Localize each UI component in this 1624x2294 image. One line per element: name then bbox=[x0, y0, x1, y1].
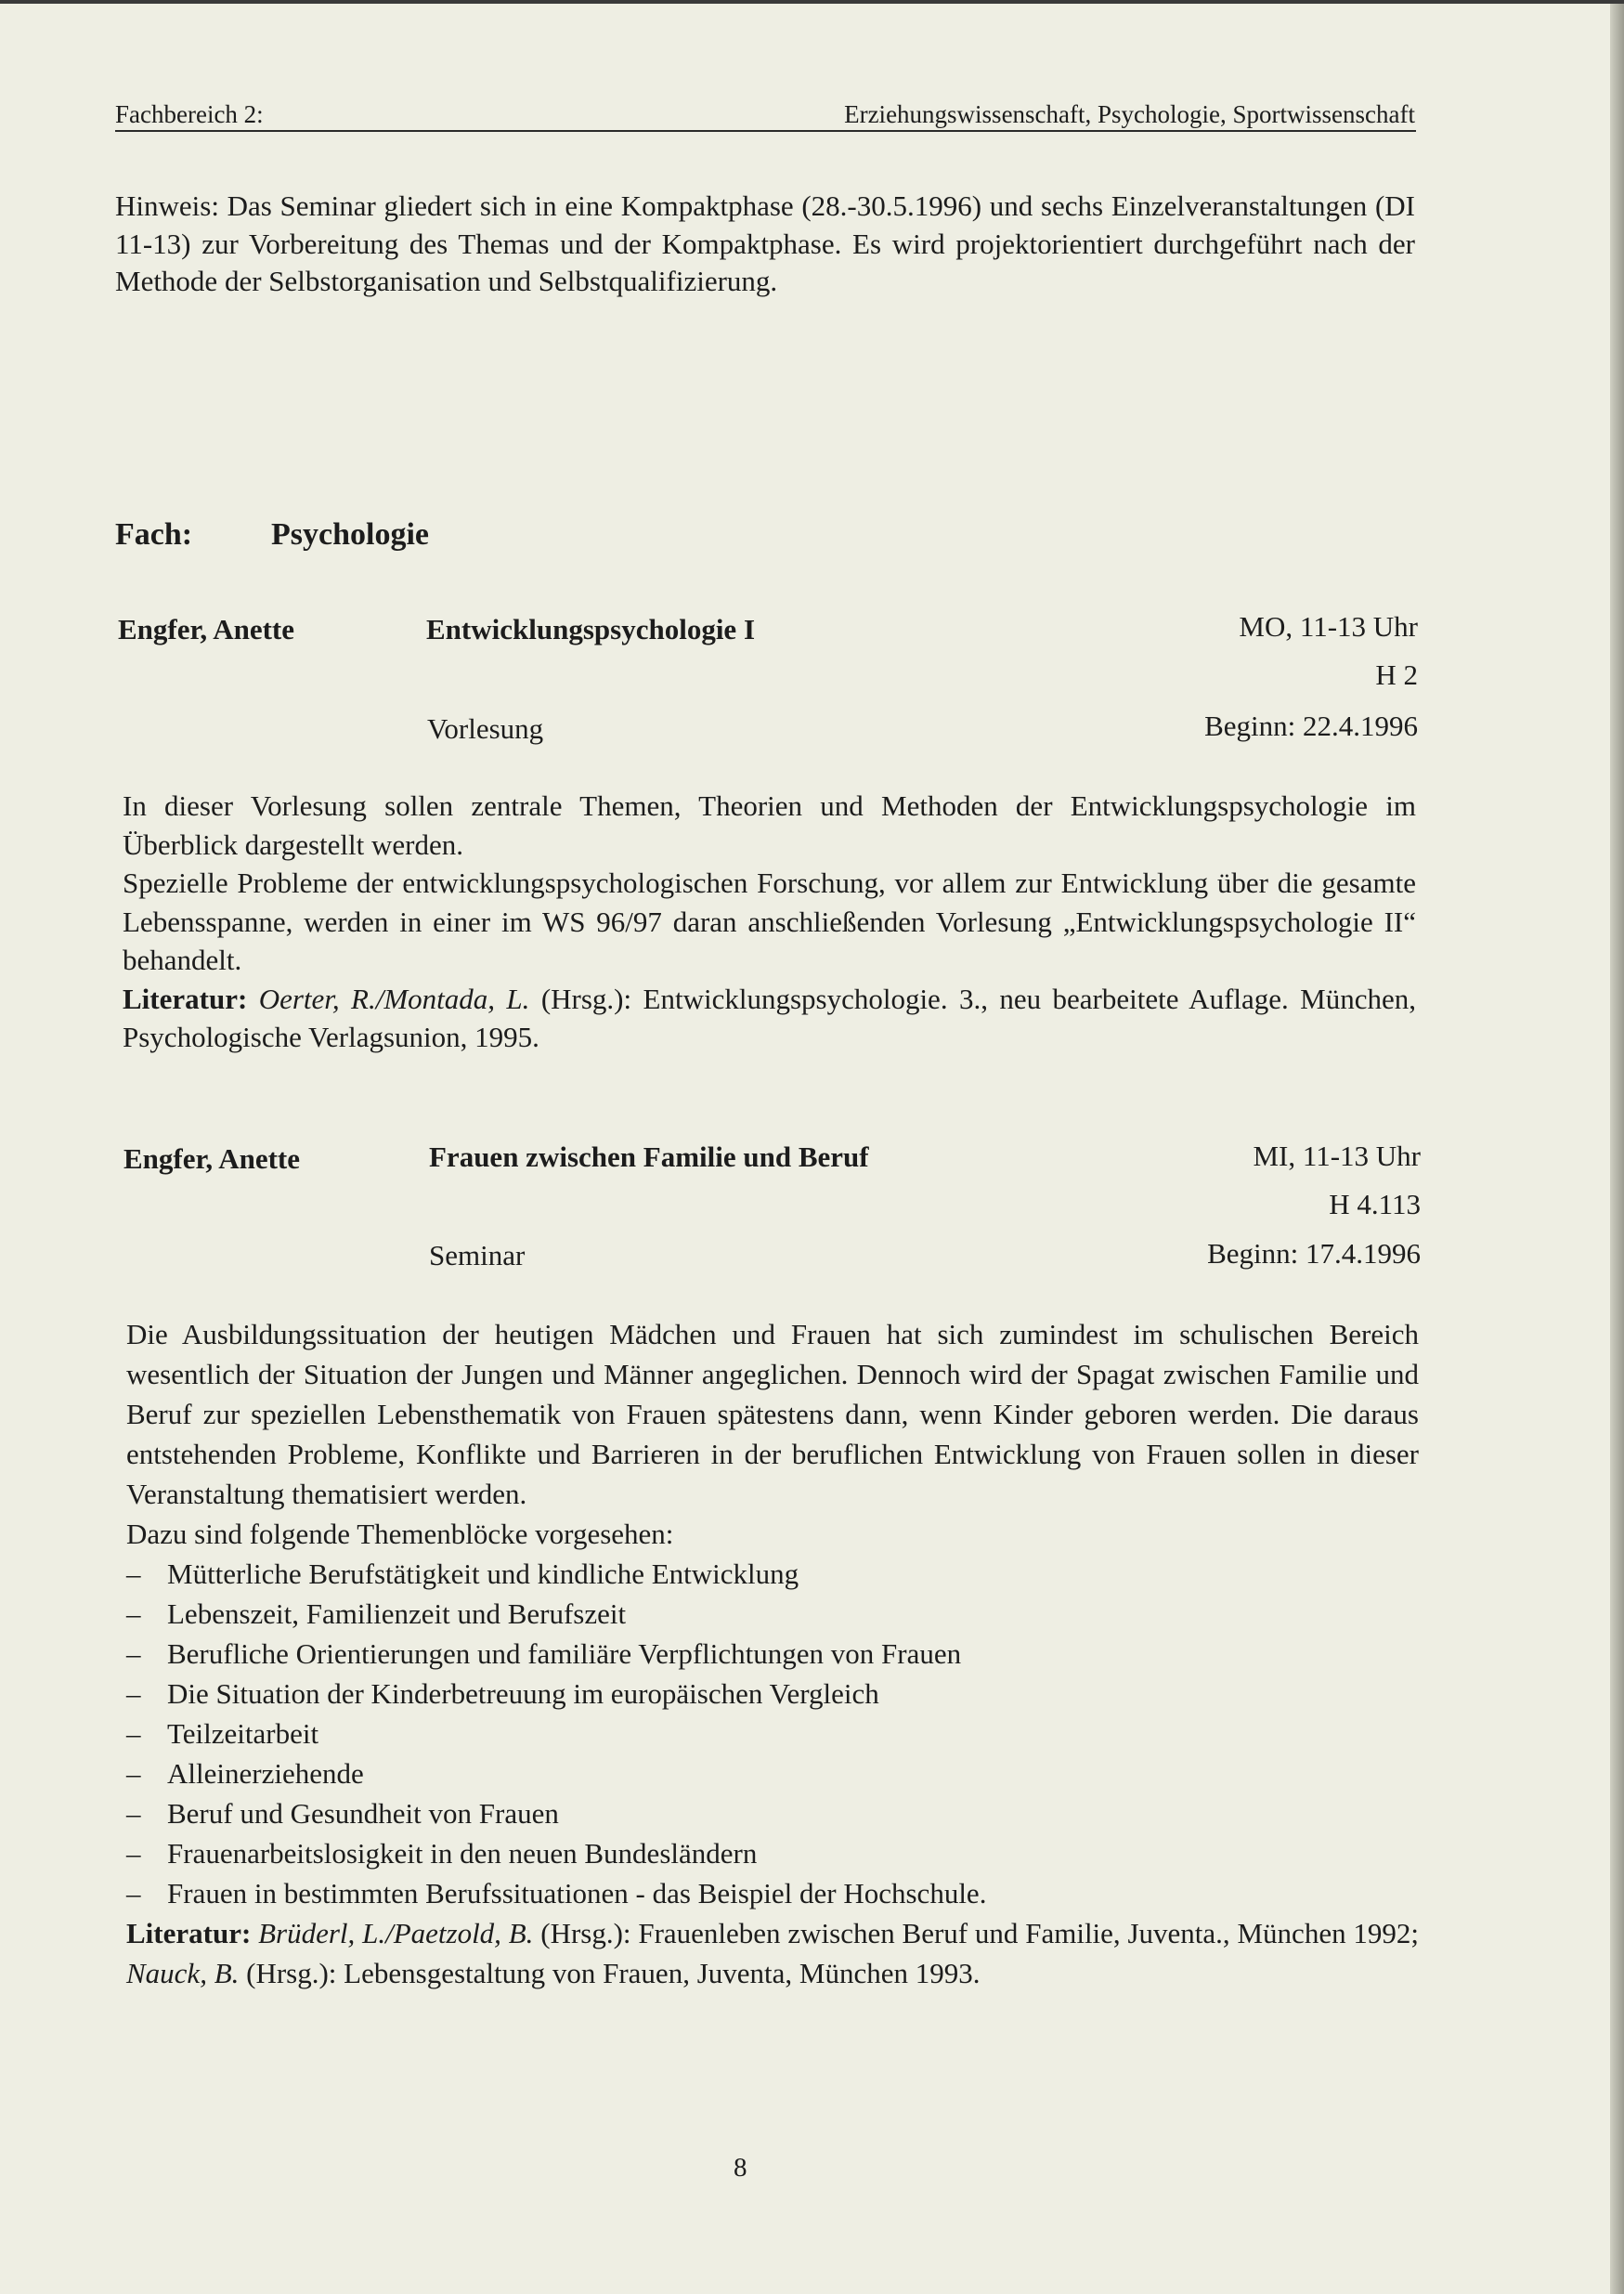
course-2-lecturer: Engfer, Anette bbox=[123, 1142, 300, 1175]
page-number: 8 bbox=[734, 2153, 747, 2183]
course-1-lecturer: Engfer, Anette bbox=[118, 613, 294, 645]
list-item bbox=[126, 1634, 1419, 1674]
list-marker: – bbox=[126, 1757, 141, 1790]
course-2-type: Seminar bbox=[429, 1239, 526, 1271]
list-marker: – bbox=[126, 1597, 141, 1630]
course-2-time: MI, 11-13 Uhr bbox=[1253, 1140, 1421, 1172]
course-2-title: Frauen zwischen Familie und Beruf bbox=[429, 1140, 869, 1173]
fach-label: Fach: bbox=[115, 517, 193, 552]
header-department: Fachbereich 2: bbox=[115, 100, 264, 128]
course-1-description bbox=[123, 787, 1416, 1057]
header-rule bbox=[115, 130, 1416, 132]
list-item bbox=[126, 1873, 1419, 1913]
course-1-type: Vorlesung bbox=[427, 712, 544, 745]
list-marker: – bbox=[126, 1637, 141, 1670]
course-2-literature bbox=[126, 1913, 1419, 1993]
list-item bbox=[126, 1793, 1419, 1833]
fach-value: Psychologie bbox=[271, 517, 429, 552]
literature-label: Literatur: bbox=[123, 982, 248, 1015]
course-1-time: MO, 11-13 Uhr bbox=[1239, 610, 1418, 643]
topic-text: Lebenszeit, Familienzeit und Berufszeit bbox=[167, 1597, 627, 1630]
list-marker: – bbox=[126, 1717, 141, 1750]
list-item bbox=[126, 1674, 1419, 1714]
course-2-description bbox=[126, 1314, 1419, 1993]
course-1-literature bbox=[123, 980, 1416, 1057]
course-2-room: H 4.113 bbox=[1329, 1188, 1421, 1220]
topic-text: Mütterliche Berufstätigkeit und kindliche Entwicklung bbox=[167, 1558, 799, 1590]
list-item bbox=[126, 1714, 1419, 1753]
list-marker: – bbox=[126, 1837, 141, 1870]
list-marker: – bbox=[126, 1677, 141, 1710]
course-2-description-p1: Die Ausbildungssituation der heutigen Mädchen und Frauen hat sich zumindest im schulischen Bereich wesentlich der Situation der Jungen und Männer angeglichen. Dennoch wird der Spagat zwischen Familie und Beruf zur speziellen Lebensthematik von Frauen spätestens dann, wenn Kinder geboren werden. Die daraus entstehenden Probleme, Konflikte und Barrieren in der beruflichen Entwicklung von Frauen sollen in dieser Veranstaltung thematisiert werden. bbox=[126, 1318, 1419, 1510]
topic-list bbox=[126, 1554, 1419, 1913]
literature-reference-2: (Hrsg.): Lebensgestaltung von Frauen, Juventa, München 1993. bbox=[239, 1957, 981, 1989]
literature-reference: (Hrsg.): Entwicklungspsychologie. 3., neu bearbeitete Auflage. München, Psychologische Verlagsunion, 1995. bbox=[123, 982, 1417, 1053]
list-item bbox=[126, 1753, 1419, 1793]
topic-text: Alleinerziehende bbox=[167, 1757, 364, 1790]
course-1-start: Beginn: 22.4.1996 bbox=[1204, 710, 1418, 742]
course-1-description-p2: Spezielle Probleme der entwicklungspsychologischen Forschung, vor allem zur Entwicklung über die gesamte Lebensspanne, werden in einer im WS 96/97 daran anschließenden Vorlesung „Entwicklungspsychologie II“ behandelt. bbox=[123, 867, 1416, 976]
literature-authors: Oerter, R./Montada, L. bbox=[258, 982, 530, 1015]
header-faculty-subjects: Erziehungswissenschaft, Psychologie, Sportwissenschaft bbox=[844, 100, 1415, 128]
list-marker: – bbox=[126, 1877, 141, 1909]
topic-text: Beruf und Gesundheit von Frauen bbox=[167, 1797, 559, 1830]
list-marker: – bbox=[126, 1558, 141, 1590]
list-item bbox=[126, 1833, 1419, 1873]
topic-text: Berufliche Orientierungen und familiäre Verpflichtungen von Frauen bbox=[167, 1637, 962, 1670]
hinweis-paragraph: Hinweis: Das Seminar gliedert sich in eine Kompaktphase (28.-30.5.1996) und sechs Einzelveranstaltungen (DI 11-13) zur Vorbereitung des Themas und der Kompaktphase. Es wird projektorientiert durchgeführt nach der Methode der Selbstorganisation und Selbstqualifizierung. bbox=[115, 189, 1415, 297]
literature-label: Literatur: bbox=[126, 1917, 252, 1949]
topic-text: Teilzeitarbeit bbox=[167, 1717, 319, 1750]
list-marker: – bbox=[126, 1797, 141, 1830]
course-1-title: Entwicklungspsychologie I bbox=[426, 613, 756, 645]
course-2-start: Beginn: 17.4.1996 bbox=[1207, 1237, 1421, 1270]
literature-reference-1: (Hrsg.): Frauenleben zwischen Beruf und Familie, Juventa., München 1992; bbox=[533, 1917, 1419, 1949]
literature-authors-1: Brüderl, L./Paetzold, B. bbox=[258, 1917, 534, 1949]
list-item bbox=[126, 1554, 1419, 1594]
topic-text: Frauen in bestimmten Berufssituationen - das Beispiel der Hochschule. bbox=[167, 1877, 987, 1909]
course-2-description-p2: Dazu sind folgende Themenblöcke vorgesehen: bbox=[126, 1518, 674, 1550]
page-edge bbox=[1610, 4, 1624, 2294]
literature-authors-2: Nauck, B. bbox=[126, 1957, 240, 1989]
list-item bbox=[126, 1594, 1419, 1634]
course-1-description-p1: In dieser Vorlesung sollen zentrale Themen, Theorien und Methoden der Entwicklungspsychologie im Überblick dargestellt werden. bbox=[123, 789, 1416, 861]
course-1-room: H 2 bbox=[1375, 658, 1418, 691]
topic-text: Frauenarbeitslosigkeit in den neuen Bundesländern bbox=[167, 1837, 758, 1870]
document-page bbox=[0, 4, 1610, 2294]
topic-text: Die Situation der Kinderbetreuung im europäischen Vergleich bbox=[167, 1677, 879, 1710]
